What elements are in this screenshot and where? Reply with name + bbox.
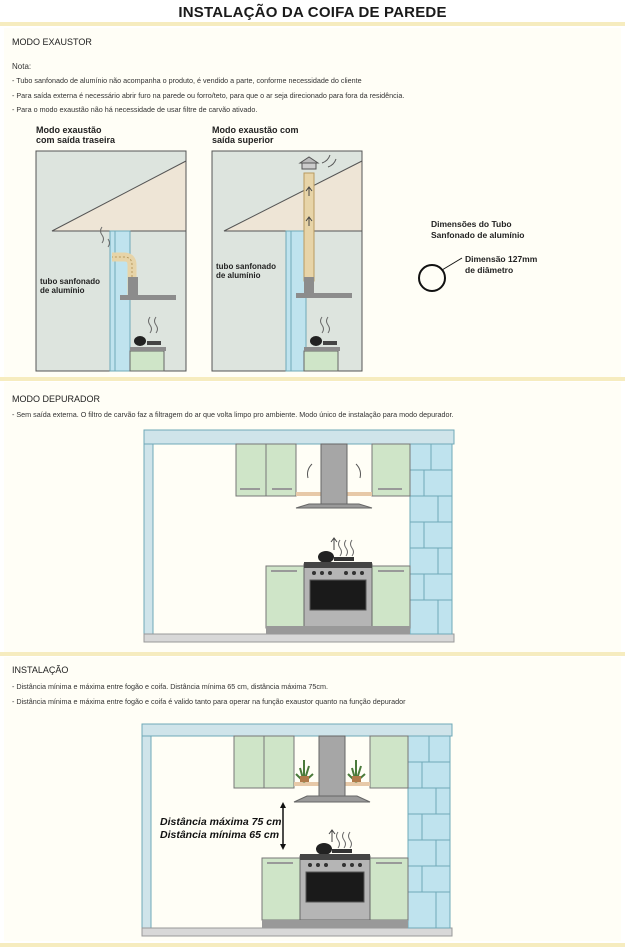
divider bbox=[0, 943, 625, 947]
page-title: INSTALAÇÃO DA COIFA DE PAREDE bbox=[178, 4, 447, 21]
installation-line: - Distância mínima e máxima entre fogão e coifa é valido tanto para operar na função exaustor quanto na função depurador bbox=[12, 697, 406, 706]
min-distance-label: Distância mínima 65 cm bbox=[160, 829, 280, 841]
tube-label: tubo sanfonado de alumínio bbox=[216, 262, 276, 280]
tube-label: tubo sanfonado de alumínio bbox=[40, 277, 100, 295]
note-label: Nota: bbox=[12, 62, 32, 71]
purifier-kitchen-diagram bbox=[144, 430, 456, 644]
max-distance-label: Distância máxima 75 cm bbox=[160, 816, 282, 828]
exhaust-heading: MODO EXAUSTOR bbox=[12, 37, 92, 47]
purifier-heading: MODO DEPURADOR bbox=[12, 394, 101, 404]
divider bbox=[0, 652, 625, 656]
purifier-text: - Sem saída externa. O filtro de carvão faz a filtragem do ar que volta limpo pro ambiente. Modo único de instalação para modo depurador. bbox=[12, 410, 454, 419]
divider bbox=[0, 377, 625, 381]
divider bbox=[0, 22, 625, 26]
tube-dims-value: Dimensão 127mm de diâmetro bbox=[465, 254, 538, 275]
note-line: - Tubo sanfonado de alumínio não acompanha o produto, é vendido a parte, conforme necessidade do cliente bbox=[12, 76, 362, 85]
note-line: - Para saída externa é necessário abrir furo na parede ou forro/teto, para que o ar seja direcionado para fora da residência. bbox=[12, 91, 405, 100]
diagram-caption: Modo exaustão com saída traseira bbox=[36, 125, 116, 145]
diagram-caption: Modo exaustão com saída superior bbox=[212, 125, 299, 145]
installation-line: - Distância mínima e máxima entre fogão e coifa. Distância mínima 65 cm, distância máxima 75cm. bbox=[12, 682, 328, 691]
rear-exit-diagram bbox=[36, 151, 188, 373]
note-line: - Para o modo exaustão não há necessidade de usar filtre de carvão ativado. bbox=[12, 105, 258, 114]
tube-dims-title: Dimensões do Tubo Sanfonado de alumínio bbox=[431, 219, 525, 240]
installation-heading: INSTALAÇÃO bbox=[12, 665, 69, 675]
